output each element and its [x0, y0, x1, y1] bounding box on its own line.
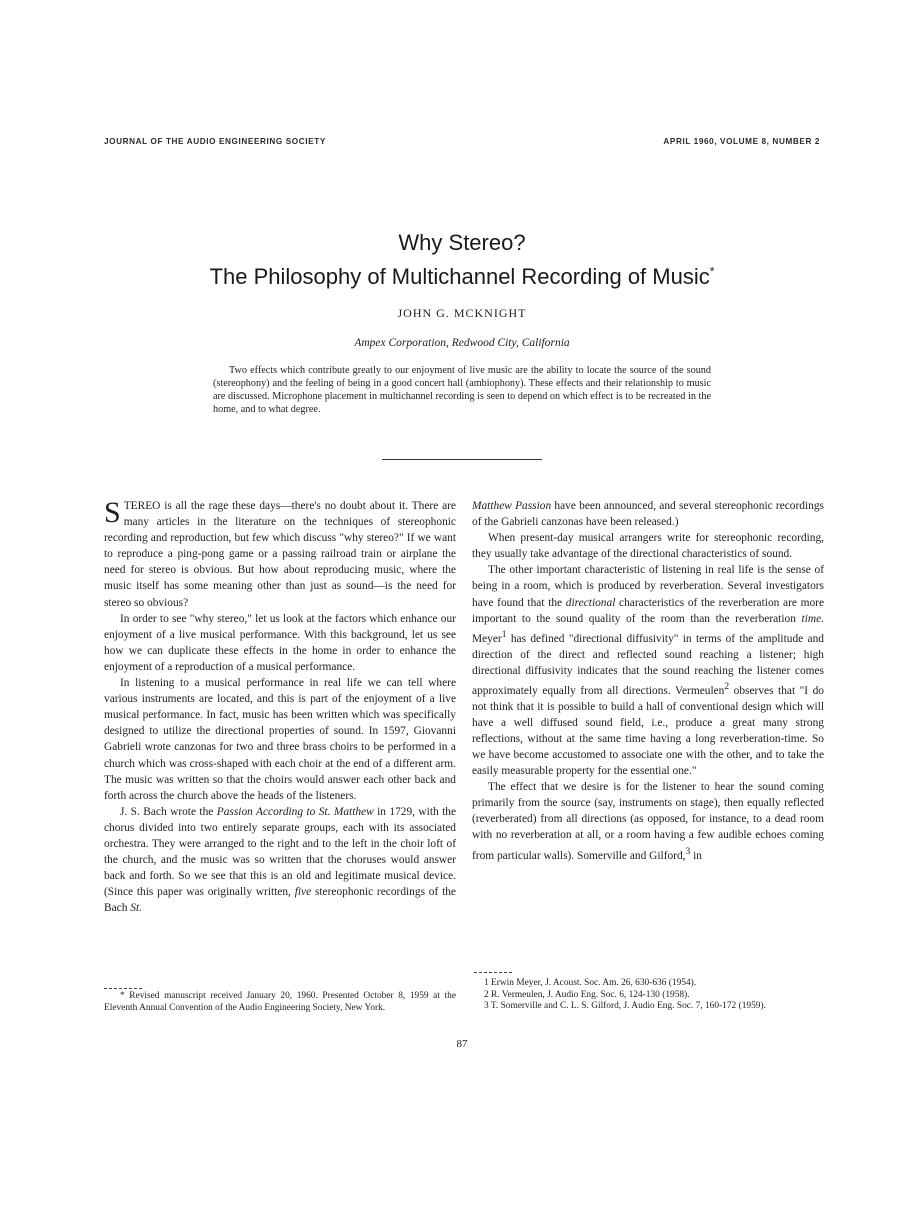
p4-italic-five: five [294, 886, 312, 899]
body-paragraph-6: When present-day musical arrangers write for stereophonic recording, they usually take advantage of the directional characteristics of sound. [472, 532, 824, 561]
p7-text-b: characteristics of the reverberation are more important to the sound quality of the room than the reverberation [472, 596, 824, 625]
title-line-2-text: The Philosophy of Multichannel Recording of Music [209, 264, 710, 289]
body-paragraph-5 [472, 498, 824, 530]
footnote-ref-2: 2 [724, 681, 730, 692]
page-number: 87 [456, 1038, 468, 1050]
footnote-ref-3: 3 [685, 846, 691, 857]
p4-italic-title: Passion According to St. Matthew [216, 805, 374, 818]
drop-cap: S [104, 496, 121, 529]
p7-text-d: has defined "directional diffusivity" in terms of the amplitude and direction of the direct and reflected sound reaching a listener; high directional diffusivity indicates that the sound reaching the listener comes approximately equally from all directions. Vermeulen [472, 632, 824, 697]
footnote-rule-right [474, 972, 512, 973]
footnote-star: * Revised manuscript received January 20, 1960. Presented October 8, 1959 at the Eleventh Annual Convention of the Audio Engineering Society, New York. [104, 991, 456, 1013]
body-paragraph-1 [104, 498, 456, 611]
body-paragraph-7 [472, 562, 824, 779]
section-divider [382, 459, 542, 460]
p4-italic-st: St. [130, 902, 142, 915]
body-paragraph-8 [472, 779, 824, 863]
p7-text-e: observes that "I do not think that it is possible to build a hall of conventional design which will have a well diffused sound field, i.e., produce a great many strong reflections, without at the same time having a long reverberation-time. So we have become accustomed to associate one with the other, and to take the easily measurable property for the essential one." [472, 684, 824, 778]
running-head-left: JOURNAL OF THE AUDIO ENGINEERING SOCIETY [104, 137, 326, 146]
p5-text: have been announced, and several stereophonic recordings of the Gabrieli canzonas have been released.) [472, 500, 824, 529]
body-paragraph-4 [104, 804, 456, 917]
p7-italic-directional: directional [565, 596, 616, 609]
footnote-ref-1: 1 [501, 629, 507, 640]
footnote-1: 1 Erwin Meyer, J. Acoust. Soc. Am. 26, 630-636 (1954). [484, 978, 697, 988]
p4-text-a: J. S. Bach wrote the [120, 805, 217, 818]
p4-text-c: stereophonic recordings of the Bach [104, 886, 456, 915]
p7-text-a: The other important characteristic of listening in real life is the sense of being in a room, which is produced by reverberation. Several investigators have found that the [472, 564, 824, 609]
body-paragraph-1-text: TEREO is all the rage these days—there's no doubt about it. There are many articles in the literature on the techniques of stereophonic recording and reproduction, but few which discuss "why stereo?" If we want to reproduce a ping-pong game or a passing railroad train or airplane the need for stereo is obvious. But how about reproducing music, where the music itself has some meaning other than just as sound—is the need for stereo so obvious? [104, 500, 456, 609]
p7-italic-time: time. [801, 612, 824, 625]
footnote-3: 3 T. Somerville and C. L. S. Gilford, J. Audio Eng. Soc. 7, 160-172 (1959). [484, 1001, 766, 1012]
footnotes-right [474, 978, 822, 1013]
body-column-right [472, 498, 824, 863]
title-footnote-mark: * [709, 264, 715, 279]
title-line-1: Why Stereo? [398, 230, 526, 255]
body-paragraph-3: In listening to a musical performance in real life we can tell where various instruments are located, and this is part of the enjoyment of a live musical performance. In fact, music has been written which was specifically designed to utilize the directional properties of sound. In 1597, Giovanni Gabrieli wrote canzonas for two and three brass choirs to be performed in a church which was cross-shaped with each choir at the end of a different arm. The music was written so that the choirs would answer each other back and forth across the church above the heads of the listeners. [104, 677, 456, 802]
title-line-2 [0, 264, 924, 290]
author-affiliation: Ampex Corporation, Redwood City, California [354, 337, 570, 349]
p7-text-c: Meyer [472, 632, 502, 645]
body-paragraph-2: In order to see "why stereo," let us look at the factors which enhance our enjoyment of a live musical performance. With this background, let us see how we can duplicate these effects in the home in order to enhance the enjoyment of a reproduction of a musical performance. [104, 612, 456, 673]
abstract: Two effects which contribute greatly to our enjoyment of live music are the ability to locate the source of the sound (stereophony) and the feeling of being in a good concert hall (ambiophony). These effects and their relationship to music are discussed. Microphone placement in multichannel recording is seen to depend on which effect is to be recreated in the home, and to what degree. [213, 365, 711, 415]
p8-text-a: The effect that we desire is for the listener to hear the sound coming primarily from the source (say, instruments on stage), then equally reflected (reverberated) from all directions (as opposed, for instance, to a dead room with no reverberation at all, or a room having a few audible echoes coming from particular walls). Somerville and Gilford, [472, 781, 824, 862]
p5-italic: Matthew Passion [472, 500, 552, 512]
body-column-left [104, 498, 456, 916]
p4-text-b: in 1729, with the chorus divided into two entirely separate groups, each with its associated orchestra. They were arranged to the right and to the left in the choir loft of the church, and the music was so written that the choruses would answer back and forth. So we see that this is an old and legitimate musical device. (Since this paper was originally written, [104, 805, 457, 899]
running-head-right: APRIL 1960, VOLUME 8, NUMBER 2 [663, 137, 820, 146]
footnote-2: 2 R. Vermeulen, J. Audio Eng. Soc. 6, 124-130 (1958). [484, 989, 690, 1000]
p8-text-b: in [690, 849, 702, 862]
author-name: JOHN G. MCKNIGHT [397, 306, 527, 320]
footnote-rule-left [104, 988, 142, 989]
footnotes-left [104, 991, 456, 1014]
